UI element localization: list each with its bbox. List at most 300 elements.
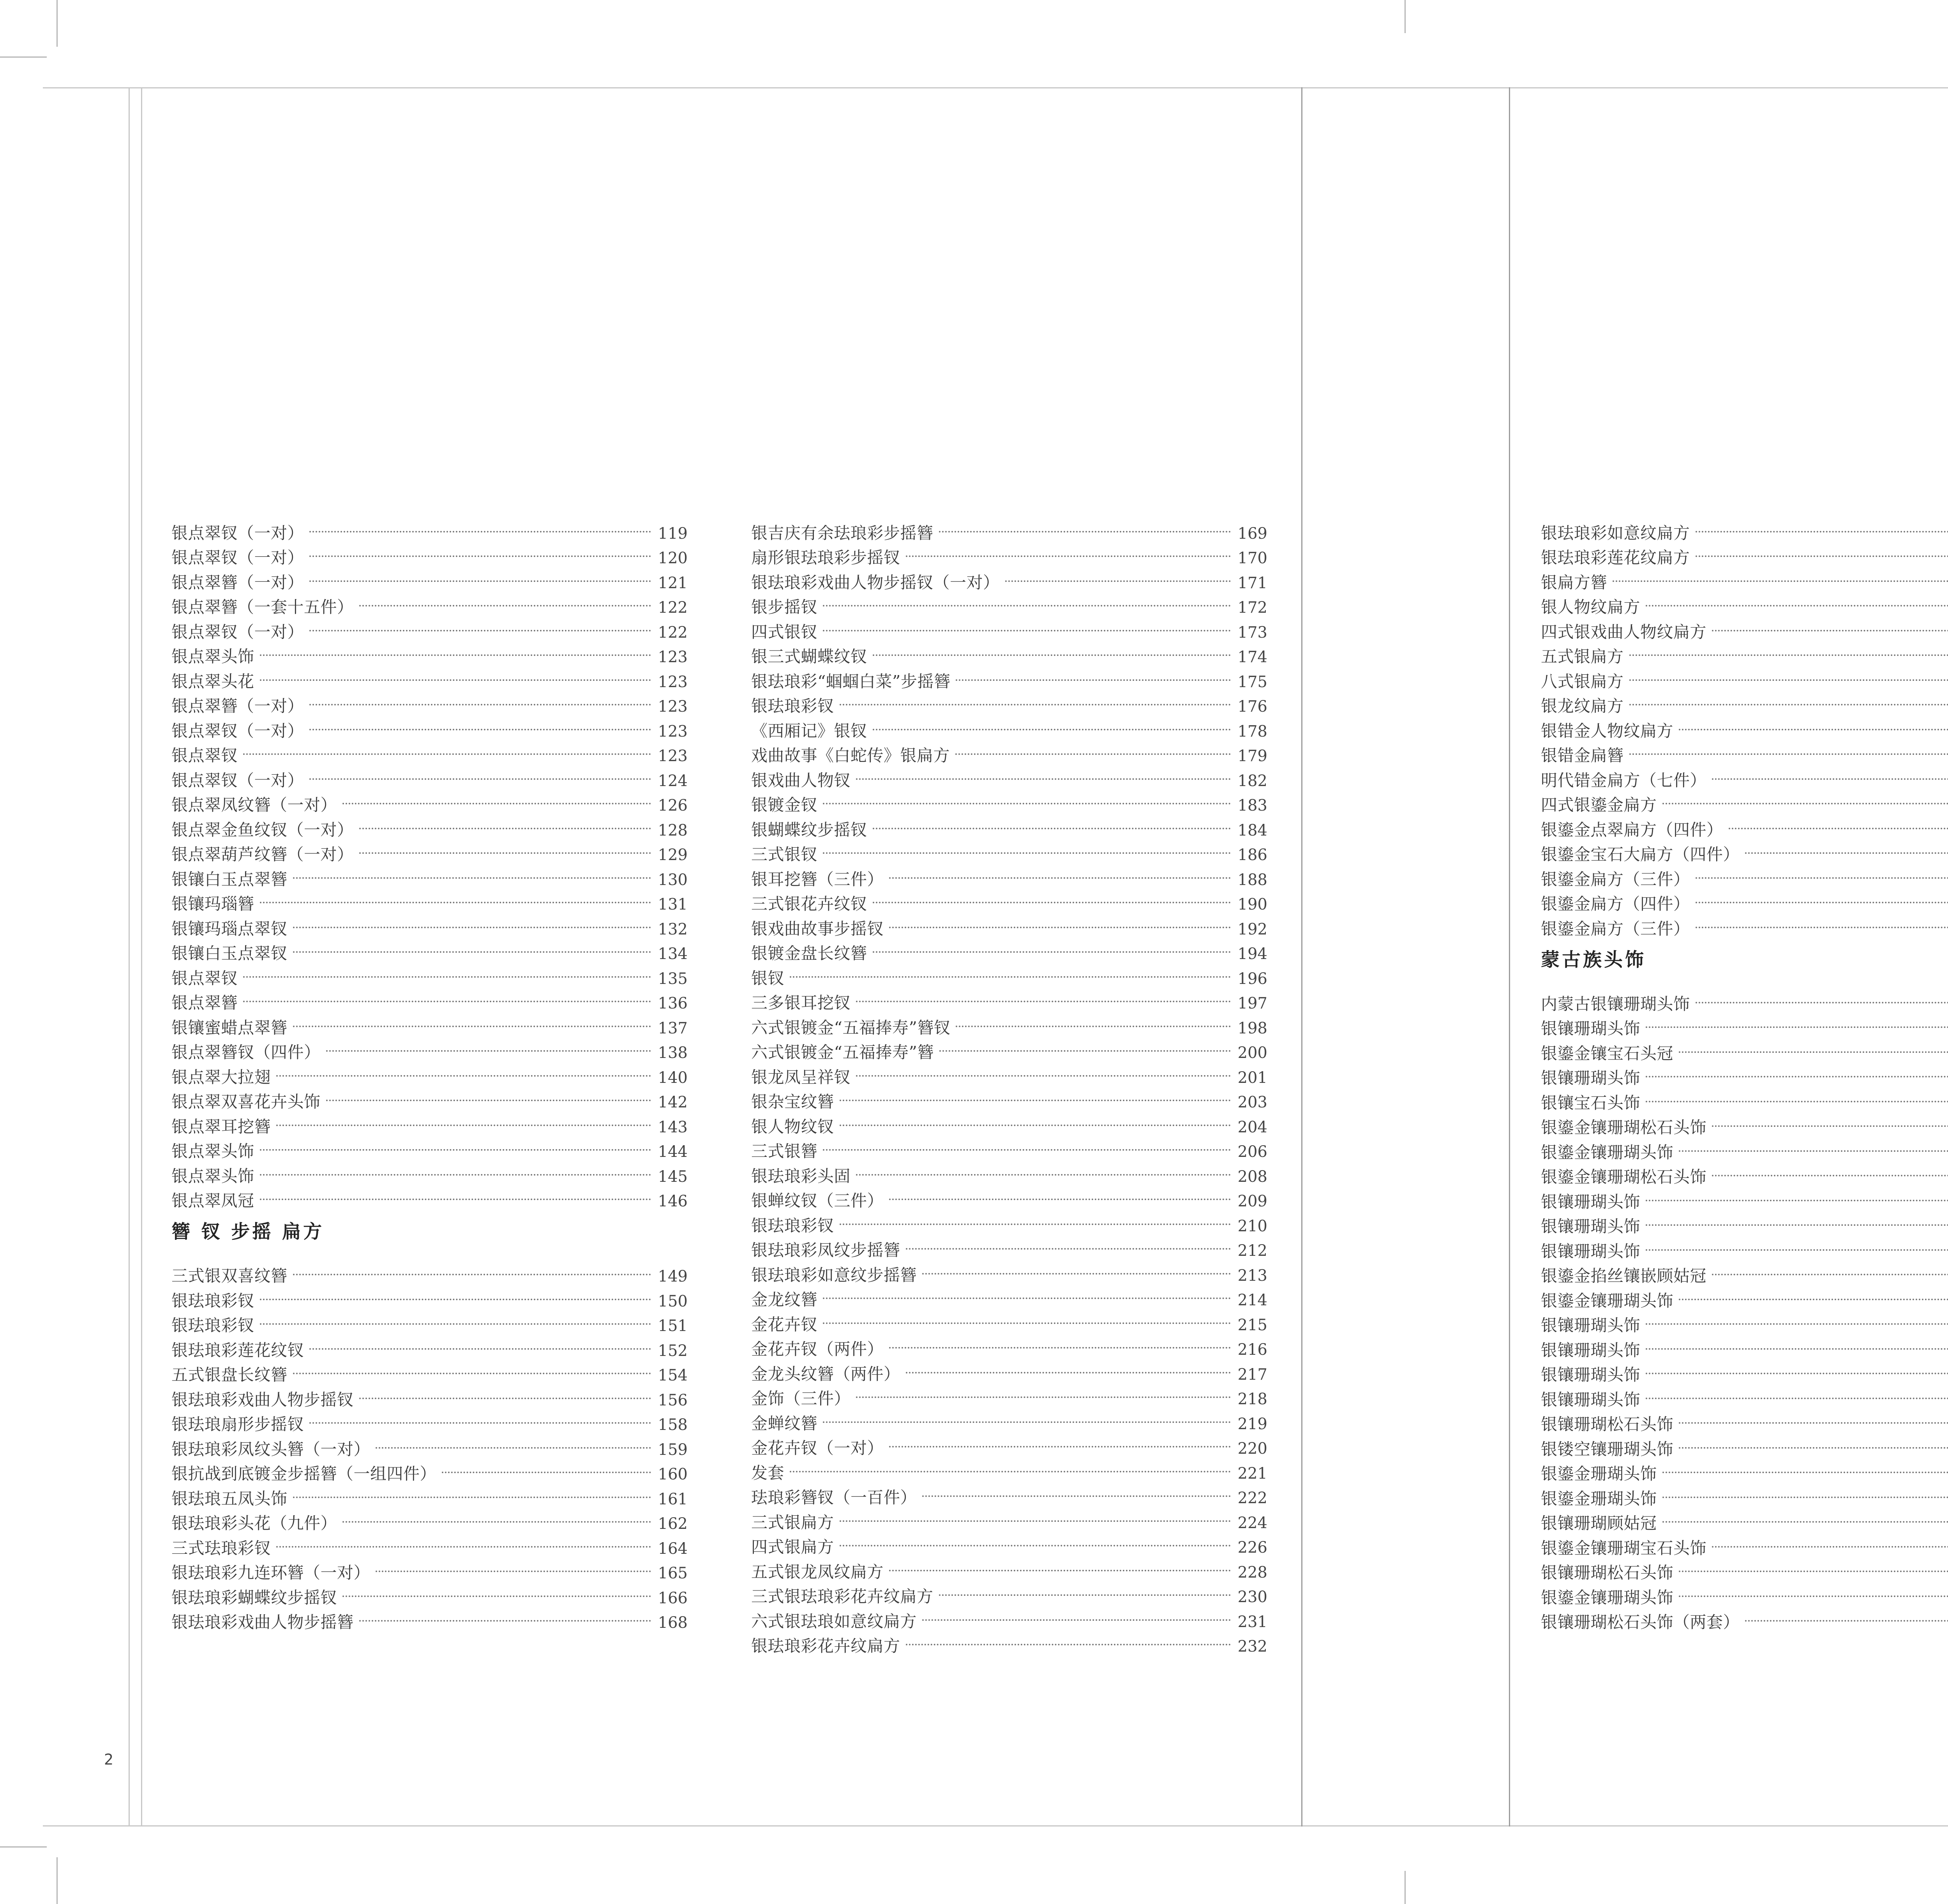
toc-entry-title: 五式银盘长纹簪: [171, 1365, 288, 1384]
toc-entry-title: 银鎏金珊瑚头饰: [1541, 1489, 1657, 1508]
dot-leader: [342, 1571, 651, 1597]
toc-entry-title: 银镶珊瑚松石头饰: [1541, 1563, 1674, 1582]
toc-entry-page: 203: [1237, 1093, 1267, 1111]
toc-entry-title: 银抗战到底镀金步摇簪（一组四件）: [171, 1464, 437, 1483]
toc-entry-page: 120: [658, 549, 688, 567]
toc-entry-page: 154: [658, 1366, 688, 1384]
dot-leader: [922, 1471, 1231, 1497]
dot-leader: [840, 1520, 1231, 1547]
toc-entry-title: 银镶珊瑚顾姑冠: [1541, 1514, 1657, 1533]
toc-entry-title: 银点翠凤纹簪（一对）: [171, 795, 337, 814]
toc-entry-title: 内蒙古银镶珊瑚头饰: [1541, 994, 1690, 1014]
toc-entry-title: 银镶白玉点翠钗: [171, 944, 288, 963]
toc-entry-page: 123: [658, 722, 688, 740]
toc-entry-title: 四式银扁方: [751, 1537, 834, 1557]
toc-entry-title: 银三式蝴蝶纹钗: [751, 647, 867, 666]
toc-entry-title: 银点翠簪钗（四件）: [171, 1043, 321, 1062]
dot-leader: [376, 1422, 651, 1449]
toc-entry-title: 银珐琅彩莲花纹钗: [171, 1340, 304, 1360]
toc-entry-title: 银点翠凤冠: [171, 1191, 254, 1210]
dot-leader: [1712, 1521, 1948, 1548]
toc-entry-title: 四式银鎏金扁方: [1541, 795, 1657, 814]
toc-entry-page: 221: [1237, 1464, 1267, 1483]
toc-entry-title: 银点翠钗（一对）: [171, 622, 304, 642]
dot-leader: [1745, 828, 1948, 854]
toc-entry-page: 137: [658, 1019, 688, 1037]
toc-entry-title: 银鎏金扁方（四件）: [1541, 894, 1690, 913]
toc-entry-title: 金花卉钗: [751, 1315, 818, 1334]
toc-entry-title: 银鎏金镶珊瑚头饰: [1541, 1291, 1674, 1310]
toc-entry-page: 210: [1237, 1217, 1267, 1235]
toc-entry-page: 132: [658, 920, 688, 938]
toc-entry-page: 161: [658, 1490, 688, 1508]
dot-leader: [442, 1447, 651, 1474]
toc-list: [171, 1255, 688, 1632]
toc-entry-title: 银镶蜜蜡点翠簪: [171, 1018, 288, 1037]
dot-leader: [1745, 1595, 1948, 1622]
toc-entry-title: 银珐琅彩钗: [171, 1291, 254, 1310]
dot-leader: [1712, 605, 1948, 631]
toc-entry-page: 200: [1237, 1044, 1267, 1062]
dot-leader: [840, 1495, 1231, 1522]
dot-leader: [840, 1199, 1231, 1225]
dot-leader: [1646, 1002, 1948, 1028]
toc-entry-page: 122: [658, 623, 688, 642]
dot-leader: [359, 580, 651, 607]
toc-entry-title: 银镶宝石头饰: [1541, 1093, 1641, 1112]
toc-entry-page: 170: [1237, 549, 1267, 567]
toc-entry-title: 银蝉纹钗（三件）: [751, 1191, 884, 1210]
dot-leader: [1679, 1125, 1948, 1152]
dot-leader: [276, 1521, 651, 1548]
toc-entry-title: 银镶珊瑚松石头饰（两套）: [1541, 1613, 1740, 1632]
dot-leader: [1646, 1200, 1948, 1226]
toc-entry-page: 123: [658, 673, 688, 691]
toc-entry-title: 银珐琅彩花卉纹扁方: [751, 1636, 900, 1655]
toc-entry-title: 银珐琅彩凤纹头簪（一对）: [171, 1439, 371, 1459]
section-heading: 蒙古族头饰: [1541, 948, 1646, 971]
dot-leader: [260, 1274, 651, 1300]
dot-leader: [1005, 555, 1231, 582]
toc-entry-page: 166: [658, 1589, 688, 1607]
dot-leader: [906, 531, 1231, 557]
toc-entry-title: 银珐琅彩九连环簪（一对）: [171, 1563, 371, 1582]
dot-leader: [359, 1373, 651, 1399]
toc-entry-title: 银错金扁簪: [1541, 746, 1624, 765]
toc-entry-title: 银钗: [751, 968, 785, 988]
toc-column-1: [171, 512, 688, 1632]
toc-list: [1541, 983, 1948, 1632]
toc-entry-page: 222: [1237, 1489, 1267, 1507]
dot-leader: [840, 1100, 1231, 1126]
toc-entry-title: 三式银花卉纹钗: [751, 894, 867, 913]
dot-leader: [823, 1298, 1231, 1324]
toc-column-2: [751, 512, 1267, 1655]
toc-entry-page: 143: [658, 1118, 688, 1136]
toc-entry-title: 银点翠簪（一套十五件）: [171, 598, 354, 617]
toc-entry-title: 银鎏金镶珊瑚松石头饰: [1541, 1167, 1707, 1186]
toc-entry-page: 151: [658, 1317, 688, 1335]
dot-leader: [1712, 1150, 1948, 1177]
toc-entry-title: 银点翠金鱼纹钗（一对）: [171, 820, 354, 839]
dot-leader: [1646, 1323, 1948, 1350]
toc-entry-title: 银鎏金掐丝镶嵌顾姑冠: [1541, 1266, 1707, 1285]
toc-entry-page: 126: [658, 797, 688, 814]
dot-leader: [939, 1570, 1231, 1596]
page-number-left: 2: [104, 1751, 114, 1768]
toc-entry-page: 142: [658, 1093, 688, 1111]
toc-entry-title: 银珐琅彩钗: [171, 1316, 254, 1335]
dot-leader: [1629, 630, 1948, 656]
toc-entry-title: 三式银双喜纹簪: [171, 1266, 288, 1285]
toc-entry-title: 银镶珊瑚头饰: [1541, 1241, 1641, 1261]
toc-entry-title: 银镶玛瑙点翠钗: [171, 919, 288, 938]
dot-leader: [1712, 753, 1948, 780]
toc-entry-title: 银戏曲故事步摇钗: [751, 919, 884, 938]
toc-entry-page: 122: [658, 599, 688, 617]
toc-entry-title: 银点翠钗（一对）: [171, 721, 304, 740]
dot-leader: [309, 704, 651, 730]
toc-entry-title: 银珐琅彩蝴蝶纹步摇钗: [171, 1588, 337, 1607]
dot-leader: [276, 1050, 651, 1077]
toc-entry-page: 232: [1237, 1638, 1267, 1655]
toc-entry-page: 197: [1237, 994, 1267, 1012]
toc-entry-page: 131: [658, 896, 688, 913]
toc-entry-title: 八式银扁方: [1541, 672, 1624, 691]
toc-entry-title: 银镶珊瑚头饰: [1541, 1019, 1641, 1038]
dot-leader: [873, 877, 1231, 904]
toc-entry-page: 174: [1237, 648, 1267, 666]
toc-entry-page: 214: [1237, 1291, 1267, 1309]
spine-line-right: [1509, 87, 1510, 1826]
toc-list: [1541, 512, 1948, 938]
dot-leader: [1696, 902, 1948, 928]
toc-entry-title: 银戏曲人物钗: [751, 770, 851, 790]
toc-entry-title: 银珐琅彩头花（九件）: [171, 1514, 337, 1533]
dot-leader: [1646, 1299, 1948, 1325]
toc-entry-title: 扇形银珐琅彩步摇钗: [751, 548, 900, 567]
dot-leader: [856, 753, 1231, 780]
dot-leader: [309, 679, 651, 706]
dot-leader: [260, 1299, 651, 1325]
toc-entry-title: 银珐琅彩钗: [751, 696, 834, 716]
toc-entry-title: 五式银扁方: [1541, 647, 1624, 666]
toc-entry-title: 银珐琅彩戏曲人物步摇簪: [171, 1613, 354, 1632]
toc-entry-page: 129: [658, 846, 688, 864]
dot-leader: [840, 1075, 1231, 1102]
toc-entry-page: 124: [658, 772, 688, 790]
dot-leader: [260, 1125, 651, 1151]
dot-leader: [956, 1001, 1231, 1027]
toc-entry-title: 《西厢记》银钗: [751, 721, 867, 740]
toc-entry-page: 194: [1237, 945, 1267, 963]
dot-leader: [309, 1323, 651, 1350]
toc-entry-page: 173: [1237, 623, 1267, 642]
toc-entry-title: 银点翠钗（一对）: [171, 548, 304, 567]
toc-entry-page: 152: [658, 1342, 688, 1360]
toc-entry-title: 银人物纹扁方: [1541, 598, 1641, 617]
toc-entry-page: 136: [658, 994, 688, 1012]
toc-entry-page: 201: [1237, 1068, 1267, 1087]
dot-leader: [856, 1149, 1231, 1176]
toc-entry-page: 168: [658, 1614, 688, 1632]
toc-entry-title: 银镶珊瑚头饰: [1541, 1365, 1641, 1384]
toc-entry-title: 银珐琅彩如意纹步摇簪: [751, 1265, 917, 1285]
toc-entry-title: 三式银珐琅彩花卉纹扁方: [751, 1587, 933, 1606]
dot-leader: [359, 828, 651, 854]
dot-leader: [260, 877, 651, 904]
dot-leader: [293, 1472, 651, 1498]
dot-leader: [260, 1174, 651, 1201]
toc-entry-title: 五式银龙凤纹扁方: [751, 1562, 884, 1581]
dot-leader: [293, 852, 651, 879]
toc-entry-page: 140: [658, 1068, 688, 1087]
toc-list: [171, 512, 688, 1210]
dot-leader: [1696, 852, 1948, 879]
toc-entry-title: 银鎏金镶宝石头冠: [1541, 1044, 1674, 1063]
dot-leader: [309, 753, 651, 780]
dot-leader: [1729, 803, 1948, 829]
toc-entry-title: 金花卉钗（两件）: [751, 1340, 884, 1359]
dot-leader: [823, 1125, 1231, 1151]
dot-leader: [873, 927, 1231, 953]
toc-entry-page: 220: [1237, 1440, 1267, 1458]
dot-leader: [856, 1372, 1231, 1398]
dot-leader: [823, 605, 1231, 631]
dot-leader: [939, 506, 1231, 532]
toc-entry-title: 银镀金盘长纹簪: [751, 944, 867, 963]
dot-leader: [260, 1149, 651, 1176]
dot-leader: [790, 1446, 1231, 1472]
dot-leader: [873, 630, 1231, 656]
left-border-line-outer: [129, 87, 130, 1826]
left-border-line-inner: [141, 87, 142, 1826]
toc-entry-title: 银镶玛瑙簪: [171, 894, 254, 913]
toc-entry-title: 戏曲故事《白蛇传》银扁方: [751, 746, 950, 765]
dot-leader: [1679, 1571, 1948, 1597]
section-heading: 簪 钗 步摇 扁方: [171, 1221, 325, 1243]
dot-leader: [906, 1619, 1231, 1646]
dot-leader: [293, 1348, 651, 1375]
toc-entry-page: 123: [658, 747, 688, 765]
toc-entry-title: 银鎏金镶珊瑚松石头饰: [1541, 1118, 1707, 1137]
toc-entry-page: 216: [1237, 1341, 1267, 1359]
toc-entry-title: 银珐琅彩莲花纹扁方: [1541, 548, 1690, 567]
dot-leader: [840, 679, 1231, 706]
dot-leader: [906, 1347, 1231, 1373]
toc-entry-page: 121: [658, 574, 688, 592]
toc-entry-title: 珐琅彩簪钗（一百件）: [751, 1488, 917, 1507]
dot-leader: [243, 976, 651, 1003]
toc-entry-page: 178: [1237, 722, 1267, 740]
toc-entry-page: 198: [1237, 1019, 1267, 1037]
dot-leader: [1712, 1101, 1948, 1127]
dot-leader: [1696, 977, 1948, 1003]
toc-entry-page: 215: [1237, 1316, 1267, 1334]
toc-entry-title: 银珐琅彩凤纹步摇簪: [751, 1241, 900, 1260]
dot-leader: [359, 803, 651, 829]
dot-leader: [293, 927, 651, 953]
toc-entry-title: 银镂空镶珊瑚头饰: [1541, 1439, 1674, 1459]
toc-entry-title: 银珐琅彩戏曲人物步摇钗: [171, 1390, 354, 1409]
toc-entry-page: 213: [1237, 1266, 1267, 1285]
toc-entry-title: 金花卉钗（一对）: [751, 1439, 884, 1458]
dot-leader: [1696, 531, 1948, 557]
toc-entry-page: 162: [658, 1515, 688, 1533]
toc-entry-page: 224: [1237, 1514, 1267, 1532]
toc-entry-title: 银鎏金扁方（三件）: [1541, 919, 1690, 938]
toc-entry-title: 三式珐琅彩钗: [171, 1538, 271, 1558]
toc-entry-page: 156: [658, 1391, 688, 1409]
top-border-line: [43, 87, 1948, 88]
toc-entry-title: 银珐琅彩钗: [751, 1216, 834, 1235]
toc-entry-page: 158: [658, 1416, 688, 1434]
dot-leader: [1646, 1051, 1948, 1078]
dot-leader: [1629, 679, 1948, 706]
toc-entry-title: 银镶珊瑚头饰: [1541, 1217, 1641, 1236]
toc-entry-title: 金龙纹簪: [751, 1290, 818, 1309]
toc-entry-page: 175: [1237, 673, 1267, 691]
dot-leader: [823, 1273, 1231, 1299]
toc-entry-page: 219: [1237, 1415, 1267, 1433]
toc-entry-page: 228: [1237, 1563, 1267, 1581]
toc-entry-page: 206: [1237, 1143, 1267, 1161]
toc-list: [751, 512, 1267, 1655]
toc-entry-title: 银镶珊瑚头饰: [1541, 1340, 1641, 1360]
toc-entry-page: 119: [658, 524, 688, 543]
dot-leader: [1679, 1546, 1948, 1573]
dot-leader: [956, 654, 1231, 681]
toc-entry-page: 218: [1237, 1390, 1267, 1408]
toc-entry-title: 银点翠钗（一对）: [171, 523, 304, 543]
toc-entry-title: 三式银扁方: [751, 1513, 834, 1532]
toc-entry-title: 四式银戏曲人物纹扁方: [1541, 622, 1707, 642]
toc-entry-title: 银点翠葫芦纹簪（一对）: [171, 845, 354, 864]
toc-entry-title: 银鎏金珊瑚头饰: [1541, 1464, 1657, 1483]
dot-leader: [309, 506, 651, 532]
dot-leader: [309, 531, 651, 557]
toc-entry-title: 金饰（三件）: [751, 1389, 851, 1408]
toc-entry-page: 188: [1237, 871, 1267, 889]
dot-leader: [790, 951, 1231, 978]
toc-entry-page: 204: [1237, 1118, 1267, 1136]
toc-entry-title: 六式银镀金“五福捧寿”簪: [751, 1043, 934, 1062]
dot-leader: [1662, 778, 1948, 805]
dot-leader: [260, 654, 651, 681]
toc-entry-title: 银点翠头饰: [171, 647, 254, 666]
dot-leader: [1646, 1373, 1948, 1399]
toc-entry-title: 银点翠双喜花卉头饰: [171, 1092, 321, 1111]
dot-leader: [1646, 1348, 1948, 1375]
dot-leader: [906, 1223, 1231, 1250]
toc-entry-title: 银龙纹扁方: [1541, 696, 1624, 716]
dot-leader: [823, 1396, 1231, 1423]
dot-leader: [873, 704, 1231, 730]
toc-entry-title: 银点翠头花: [171, 672, 254, 691]
toc-entry-page: 190: [1237, 896, 1267, 913]
dot-leader: [1629, 729, 1948, 755]
dot-leader: [1679, 704, 1948, 730]
dot-leader: [1679, 1422, 1948, 1449]
crop-mark-top-center: [1405, 0, 1406, 33]
toc-entry-title: 金蝉纹簪: [751, 1414, 818, 1433]
toc-entry-title: 银鎏金宝石大扁方（四件）: [1541, 845, 1740, 864]
toc-entry-title: 银点翠头饰: [171, 1166, 254, 1186]
toc-entry-page: 226: [1237, 1539, 1267, 1557]
dot-leader: [955, 729, 1231, 755]
toc-entry-page: 165: [658, 1564, 688, 1582]
dot-leader: [1646, 1175, 1948, 1201]
toc-entry-title: 银点翠耳挖簪: [171, 1117, 271, 1136]
crop-mark-tl-v: [56, 0, 58, 47]
toc-entry-page: 176: [1237, 698, 1267, 716]
toc-entry-page: 217: [1237, 1365, 1267, 1384]
dot-leader: [1696, 506, 1948, 532]
toc-entry-title: 银珐琅扇形步摇钗: [171, 1415, 304, 1434]
toc-entry-page: 150: [658, 1292, 688, 1310]
toc-entry-title: 三式银钗: [751, 845, 818, 864]
toc-entry-title: 银珐琅五凤头饰: [171, 1489, 288, 1508]
dot-leader: [922, 1248, 1231, 1275]
dot-leader: [889, 852, 1231, 879]
dot-leader: [1679, 1398, 1948, 1424]
toc-entry-page: 145: [658, 1167, 688, 1186]
toc-entry-title: 银镀金钗: [751, 795, 818, 814]
toc-entry-title: 六式银珐琅如意纹扁方: [751, 1611, 917, 1631]
toc-entry-page: 179: [1237, 747, 1267, 765]
toc-entry-title: 金龙头纹簪（两件）: [751, 1364, 900, 1384]
dot-leader: [889, 1545, 1231, 1571]
toc-entry-title: 银鎏金镶珊瑚头饰: [1541, 1588, 1674, 1607]
dot-leader: [260, 630, 651, 656]
toc-entry-page: 169: [1237, 524, 1267, 543]
dot-leader: [1646, 1224, 1948, 1251]
toc-entry-page: 186: [1237, 846, 1267, 864]
toc-entry-title: 银鎏金扁方（三件）: [1541, 869, 1690, 889]
toc-entry-title: 银蝴蝶纹步摇钗: [751, 820, 867, 839]
toc-entry-title: 银镶珊瑚头饰: [1541, 1192, 1641, 1211]
dot-leader: [1629, 654, 1948, 681]
dot-leader: [873, 803, 1231, 829]
toc-entry-title: 银珐琅彩头固: [751, 1166, 851, 1186]
toc-entry-title: 银点翠钗: [171, 746, 238, 765]
dot-leader: [1662, 1472, 1948, 1498]
toc-entry-title: 发套: [751, 1463, 785, 1483]
toc-entry-page: 208: [1237, 1167, 1267, 1186]
toc-entry-title: 银杂宝纹簪: [751, 1092, 834, 1111]
dot-leader: [823, 828, 1231, 854]
toc-entry-title: 银点翠簪（一对）: [171, 573, 304, 592]
toc-entry-page: 160: [658, 1465, 688, 1483]
toc-entry-page: 183: [1237, 797, 1267, 814]
toc-entry-page: 138: [658, 1044, 688, 1062]
toc-entry-page: 144: [658, 1143, 688, 1161]
crop-mark-bl-v: [56, 1857, 58, 1904]
toc-entry-page: 172: [1237, 599, 1267, 617]
toc-entry-title: 银点翠钗: [171, 968, 238, 988]
crop-mark-tl-h: [0, 56, 47, 58]
toc-entry-page: 196: [1237, 970, 1267, 988]
dot-leader: [1712, 1249, 1948, 1276]
toc-entry-title: 三多银耳挖钗: [751, 993, 851, 1012]
toc-entry-title: 银步摇钗: [751, 598, 818, 617]
dot-leader: [1679, 1274, 1948, 1300]
toc-entry-page: 231: [1237, 1613, 1267, 1631]
toc-entry-page: 209: [1237, 1192, 1267, 1210]
dot-leader: [1613, 555, 1948, 582]
toc-entry-page: 184: [1237, 821, 1267, 839]
dot-leader: [376, 1546, 651, 1573]
